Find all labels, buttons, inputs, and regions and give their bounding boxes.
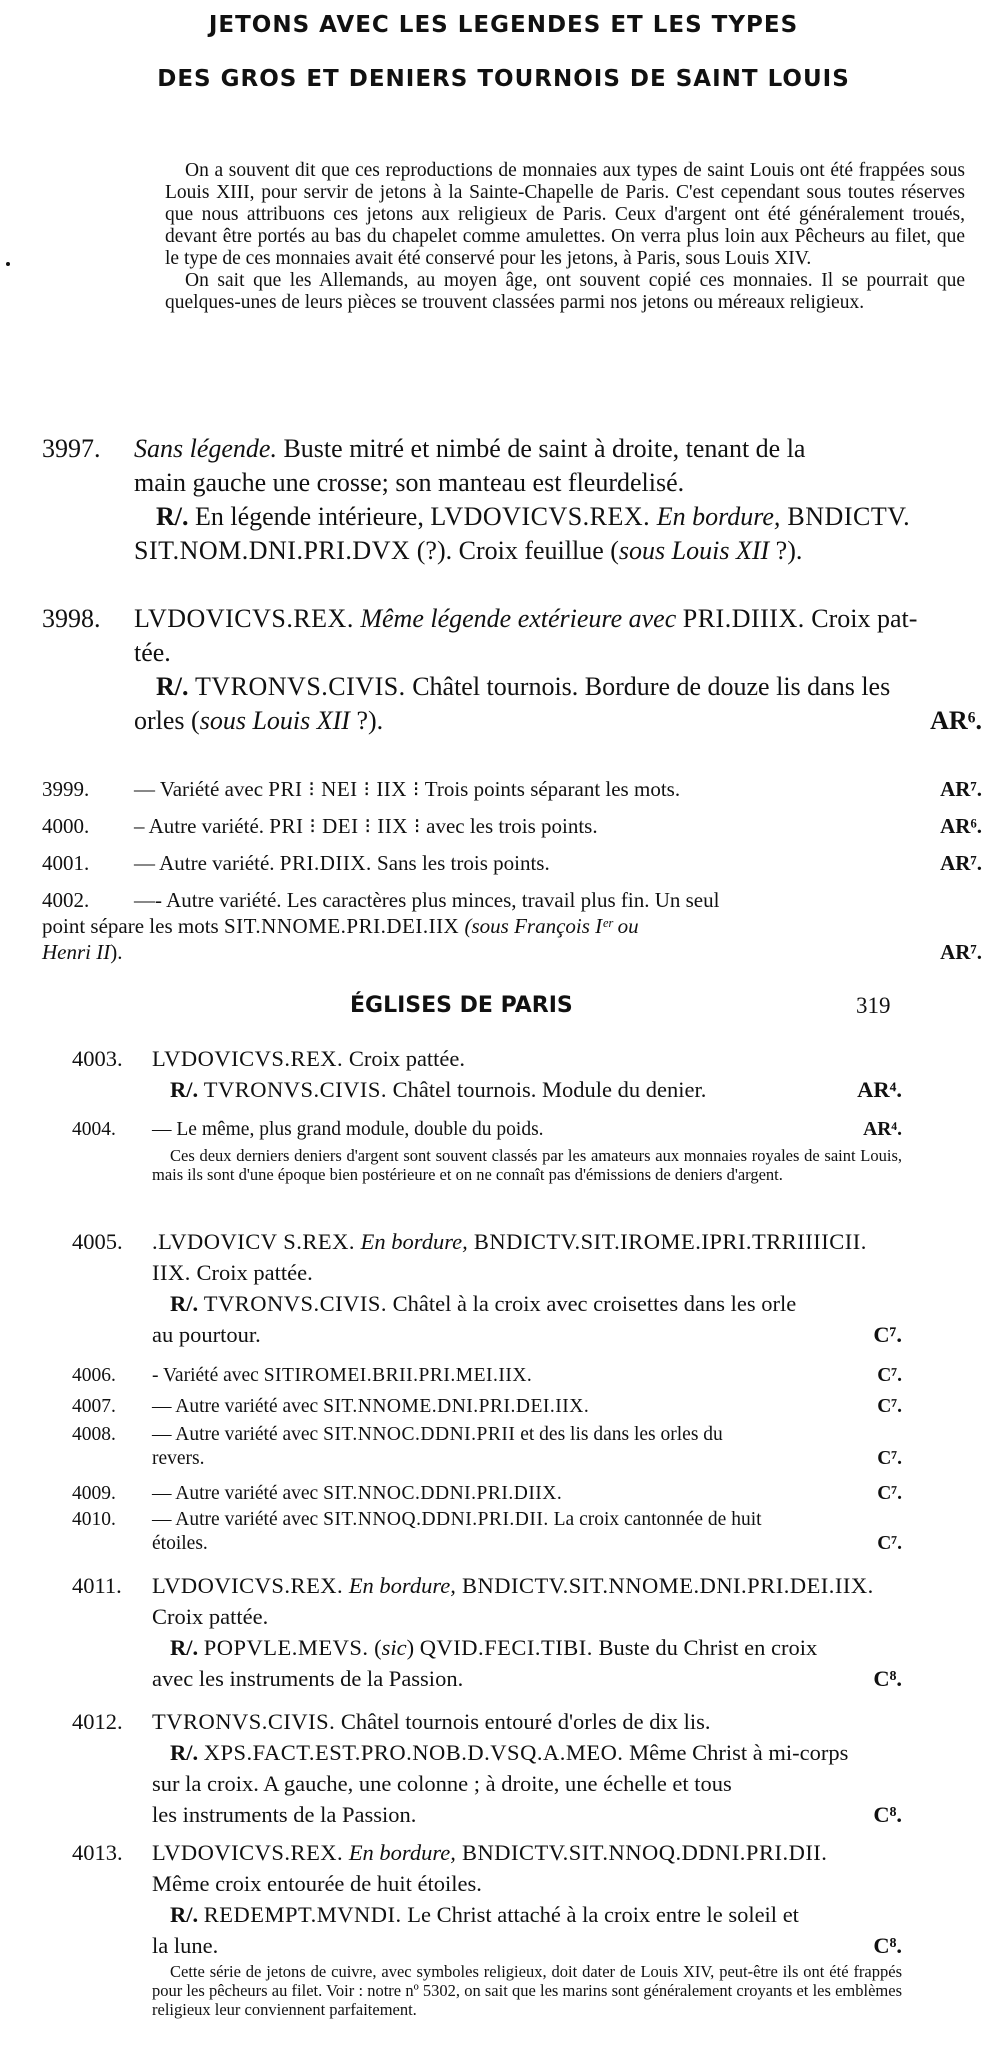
section-heading: ÉGLISES DE PARIS: [350, 993, 573, 1018]
entry-4008: [72, 1423, 902, 1471]
text: — Autre variété.: [134, 851, 280, 875]
text: les instruments de la Passion.: [152, 1802, 417, 1827]
rarity-mark: AR⁷.: [940, 777, 982, 801]
entry-4004: [72, 1118, 902, 1142]
rarity-mark: AR⁴.: [857, 1077, 902, 1102]
legend: BNDICTV.: [780, 502, 911, 531]
margin-dot: [6, 262, 10, 266]
entry-4010: [72, 1508, 902, 1556]
entry-4003: [72, 1043, 902, 1105]
text: Même croix entourée de huit étoiles.: [152, 1871, 482, 1896]
legend: LVDOVICVS.REX.: [152, 1840, 344, 1865]
note-4013: [152, 1962, 902, 2019]
legend: LVDOVICVS.REX.: [152, 1046, 344, 1071]
text: ): [406, 1635, 420, 1660]
legend: TVRONVS.CIVIS.: [152, 1709, 336, 1734]
text: La croix cantonnée de huit: [548, 1509, 762, 1530]
entry-4001: [42, 850, 982, 876]
text: Châtel tournois entouré d'orles de dix lis.: [335, 1709, 711, 1734]
legend: LVDOVICVS.REX.: [134, 604, 354, 633]
text: Croix pattée.: [152, 1604, 269, 1629]
entry-number: 4011.: [72, 1573, 122, 1598]
reverse-symbol: R/.: [170, 1902, 199, 1927]
legend: TVRONVS.CIVIS.: [203, 1291, 388, 1316]
entry-number: 4005.: [72, 1229, 123, 1254]
entry-number: 4007.: [72, 1396, 116, 1417]
reverse-symbol: R/.: [170, 1291, 199, 1316]
text: Châtel tournois. Module du denier.: [387, 1077, 707, 1102]
text: ?).: [769, 536, 803, 565]
entry-number: 4006.: [72, 1365, 116, 1386]
entry-4013: [72, 1837, 902, 1961]
text: — Autre variété avec: [152, 1483, 324, 1504]
entry-number: 3999.: [42, 777, 90, 801]
text: ?).: [349, 706, 384, 735]
text: sur la croix. A gauche, une colonne ; à droite, une échelle et tous: [152, 1771, 732, 1796]
legend: SIT.NNOQ.DDNI.PRI.DII.: [323, 1509, 549, 1530]
text-italic: En bordure,: [650, 502, 781, 531]
text: revers.: [152, 1448, 205, 1469]
text: Buste du Christ en croix: [592, 1635, 818, 1660]
text: tée.: [134, 638, 171, 667]
text: Buste mitré et nimbé de saint à droite, tenant de la: [276, 434, 806, 463]
entry-number: 4004.: [72, 1119, 116, 1140]
text: étoiles.: [152, 1533, 208, 1554]
reverse-symbol: R/.: [156, 502, 189, 531]
legend: SITIROMEI.BRII.PRI.MEI.IIX.: [263, 1365, 533, 1386]
rarity-mark: C⁷.: [877, 1483, 902, 1504]
rarity-mark: C⁷.: [877, 1396, 902, 1417]
legend: SIT.NNOC.DDNI.PRI.DIIX.: [323, 1483, 563, 1504]
text: (?). Croix feuillue (: [410, 536, 619, 565]
text: au pourtour.: [152, 1322, 261, 1347]
title-line-1: JETONS AVEC LES LEGENDES ET LES TYPES: [208, 12, 799, 38]
text: Même Christ à mi-corps: [623, 1740, 849, 1765]
entry-4007: [72, 1395, 902, 1419]
entry-4009: [72, 1482, 902, 1506]
text: ).: [110, 940, 123, 964]
text: la lune.: [152, 1933, 219, 1958]
text: Croix pat-: [804, 604, 918, 633]
entry-3997: [42, 432, 982, 568]
rarity-mark: AR⁷.: [940, 851, 982, 875]
entry-3998: [42, 602, 982, 738]
text: — Variété avec: [134, 777, 269, 801]
legend: TVRONVS.CIVIS.: [195, 672, 406, 701]
text-italic: En bordure,: [343, 1840, 456, 1865]
legend: BNDICTV.SIT.NNOQ.DDNI.PRI.DII.: [455, 1840, 828, 1865]
text-italic: (sous François Iᵉʳ ou: [459, 914, 639, 938]
rarity-mark: C⁸.: [873, 1802, 902, 1827]
text: Le Christ attaché à la croix entre le soleil et: [401, 1902, 799, 1927]
legend: PRI.DIIIX.: [682, 604, 805, 633]
rarity-mark: C⁷.: [877, 1448, 902, 1469]
page-number: 319: [856, 993, 891, 1018]
text: — Autre variété avec: [152, 1424, 324, 1445]
text: avec les instruments de la Passion.: [152, 1666, 464, 1691]
text-italic: En bordure,: [355, 1229, 468, 1254]
entry-number: 4009.: [72, 1483, 116, 1504]
reverse-symbol: R/.: [170, 1077, 199, 1102]
reverse-symbol: R/.: [170, 1740, 199, 1765]
intro-text: [165, 160, 965, 314]
entry-4000: [42, 813, 982, 839]
text-italic: sous Louis XII: [618, 536, 770, 565]
legend: PRI.DIIX.: [279, 851, 372, 875]
legend: BNDICTV.SIT.IROME.IPRI.TRRIIIICII.: [467, 1229, 867, 1254]
legend: POPVLE.MEVS.: [203, 1635, 369, 1660]
entry-3999: [42, 776, 982, 802]
text-italic: sic: [381, 1635, 407, 1660]
text-italic: Même légende extérieure avec: [353, 604, 683, 633]
text: Châtel à la croix avec croisettes dans les orle: [387, 1291, 797, 1316]
intro-paragraph-1: On a souvent dit que ces reproductions de monnaies aux types de saint Louis ont été frappées sous Louis XIII, pour servir de jetons à la Sainte-Chapelle de Paris. C'est cependant sous toutes réserves que nous attribuons ces jetons aux religieux de Paris. Ceux d'argent ont été généralement troués, devant être portés au bas du chapelet comme amulettes. On verra plus loin aux Pêcheurs au filet, que le type de ces monnaies avait été conservé pour les jetons, à Paris, sous Louis XIV.: [165, 160, 965, 269]
legend: SIT.NNOC.DDNI.PRII: [323, 1424, 516, 1445]
text-italic: sous Louis XII: [199, 706, 350, 735]
entry-number: 4003.: [72, 1046, 123, 1071]
legend: LVDOVICVS.REX.: [152, 1573, 344, 1598]
entry-4002: [42, 887, 982, 965]
title-line-2: DES GROS ET DENIERS TOURNOIS DE SAINT LOUIS: [157, 66, 850, 92]
rarity-mark: AR⁷.: [940, 940, 982, 964]
text: Trois points séparant les mots.: [419, 777, 681, 801]
legend: LVDOVICVS.REX.: [430, 502, 651, 531]
entry-number: 4001.: [42, 851, 90, 875]
entry-number: 3997.: [42, 434, 101, 463]
entry-number: 3998.: [42, 604, 101, 633]
text-italic: En bordure,: [343, 1573, 456, 1598]
legend: TVRONVS.CIVIS.: [203, 1077, 388, 1102]
text: —- Autre variété. Les caractères plus minces, travail plus fin. Un seul: [134, 888, 720, 912]
text: — Le même, plus grand module, double du poids.: [152, 1119, 544, 1140]
reverse-symbol: R/.: [170, 1635, 199, 1660]
text: — Autre variété avec: [152, 1509, 324, 1530]
text: Croix pattée.: [190, 1260, 313, 1285]
rarity-mark: C⁷.: [873, 1322, 902, 1347]
rarity-mark: C⁸.: [873, 1666, 902, 1691]
entry-4012: [72, 1706, 902, 1830]
text: — Autre variété avec: [152, 1396, 324, 1417]
note-text: Ces deux derniers deniers d'argent sont souvent classés par les amateurs aux monnaies royales de saint Louis, mais ils sont d'une époque bien postérieure et on ne connaît pas d'émissions de deniers d'argent.: [152, 1146, 902, 1184]
rarity-mark: C⁷.: [877, 1365, 902, 1386]
text: En légende intérieure,: [188, 502, 431, 531]
text: avec les trois points.: [420, 814, 598, 838]
legend: .LVDOVICV S.REX.: [152, 1229, 356, 1254]
note-text: Cette série de jetons de cuivre, avec symboles religieux, doit dater de Louis XIV, peut-être ils ont été frappés pour les pêcheurs au filet. Voir : notre nº 5302, on sait que les marins sont généralement croyants et les emblèmes religieux leur conviennent parfaitement.: [152, 1962, 902, 2019]
legend: IIX.: [152, 1260, 191, 1285]
text-italic: Henri II: [42, 940, 111, 964]
legend: PRI ⁝ DEI ⁝ IIX ⁝: [269, 814, 421, 838]
legend: PRI ⁝ NEI ⁝ IIX ⁝: [268, 777, 420, 801]
entry-number: 4013.: [72, 1840, 123, 1865]
text: main gauche une crosse; son manteau est fleurdelisé.: [134, 468, 685, 497]
entry-number: 4000.: [42, 814, 90, 838]
text: point sépare les mots: [42, 914, 224, 938]
legend: SIT.NNOME.PRI.DEI.IIX: [223, 914, 460, 938]
legend: SIT.NNOME.DNI.PRI.DEI.IIX.: [323, 1396, 590, 1417]
entry-4005: [72, 1226, 902, 1350]
text: - Variété avec: [152, 1365, 264, 1386]
legend: SIT.NOM.DNI.PRI.DVX: [134, 536, 411, 565]
rarity-mark: AR⁴.: [863, 1119, 902, 1140]
text: (: [368, 1635, 382, 1660]
entry-number: 4012.: [72, 1709, 123, 1734]
text: orles (: [134, 706, 200, 735]
rarity-mark: AR⁶.: [940, 814, 982, 838]
reverse-symbol: R/.: [156, 672, 189, 701]
text: Sans les trois points.: [371, 851, 550, 875]
entry-4006: [72, 1364, 902, 1388]
entry-number: 4002.: [42, 888, 90, 912]
text: – Autre variété.: [134, 814, 270, 838]
intro-paragraph-2: On sait que les Allemands, au moyen âge, ont souvent copié ces monnaies. Il se pourrait que quelques-unes de leurs pièces se trouvent classées parmi nos jetons ou méreaux religieux.: [165, 270, 965, 313]
rarity-mark: C⁸.: [873, 1933, 902, 1958]
rarity-mark: C⁷.: [877, 1533, 902, 1554]
text: Croix pattée.: [343, 1046, 466, 1071]
note-4004: [152, 1146, 902, 1184]
rarity-mark: AR⁶.: [930, 706, 982, 735]
entry-number: 4010.: [72, 1509, 116, 1530]
legend-italic: Sans légende.: [134, 434, 277, 463]
legend: REDEMPT.MVNDI.: [203, 1902, 402, 1927]
entry-number: 4008.: [72, 1424, 116, 1445]
legend: XPS.FACT.EST.PRO.NOB.D.VSQ.A.MEO.: [203, 1740, 624, 1765]
legend: QVID.FECI.TIBI.: [419, 1635, 593, 1660]
text: Châtel tournois. Bordure de douze lis dans les: [405, 672, 891, 701]
legend: BNDICTV.SIT.NNOME.DNI.PRI.DEI.IIX.: [455, 1573, 874, 1598]
text: et des lis dans les orles du: [515, 1424, 723, 1445]
entry-4011: [72, 1570, 902, 1694]
